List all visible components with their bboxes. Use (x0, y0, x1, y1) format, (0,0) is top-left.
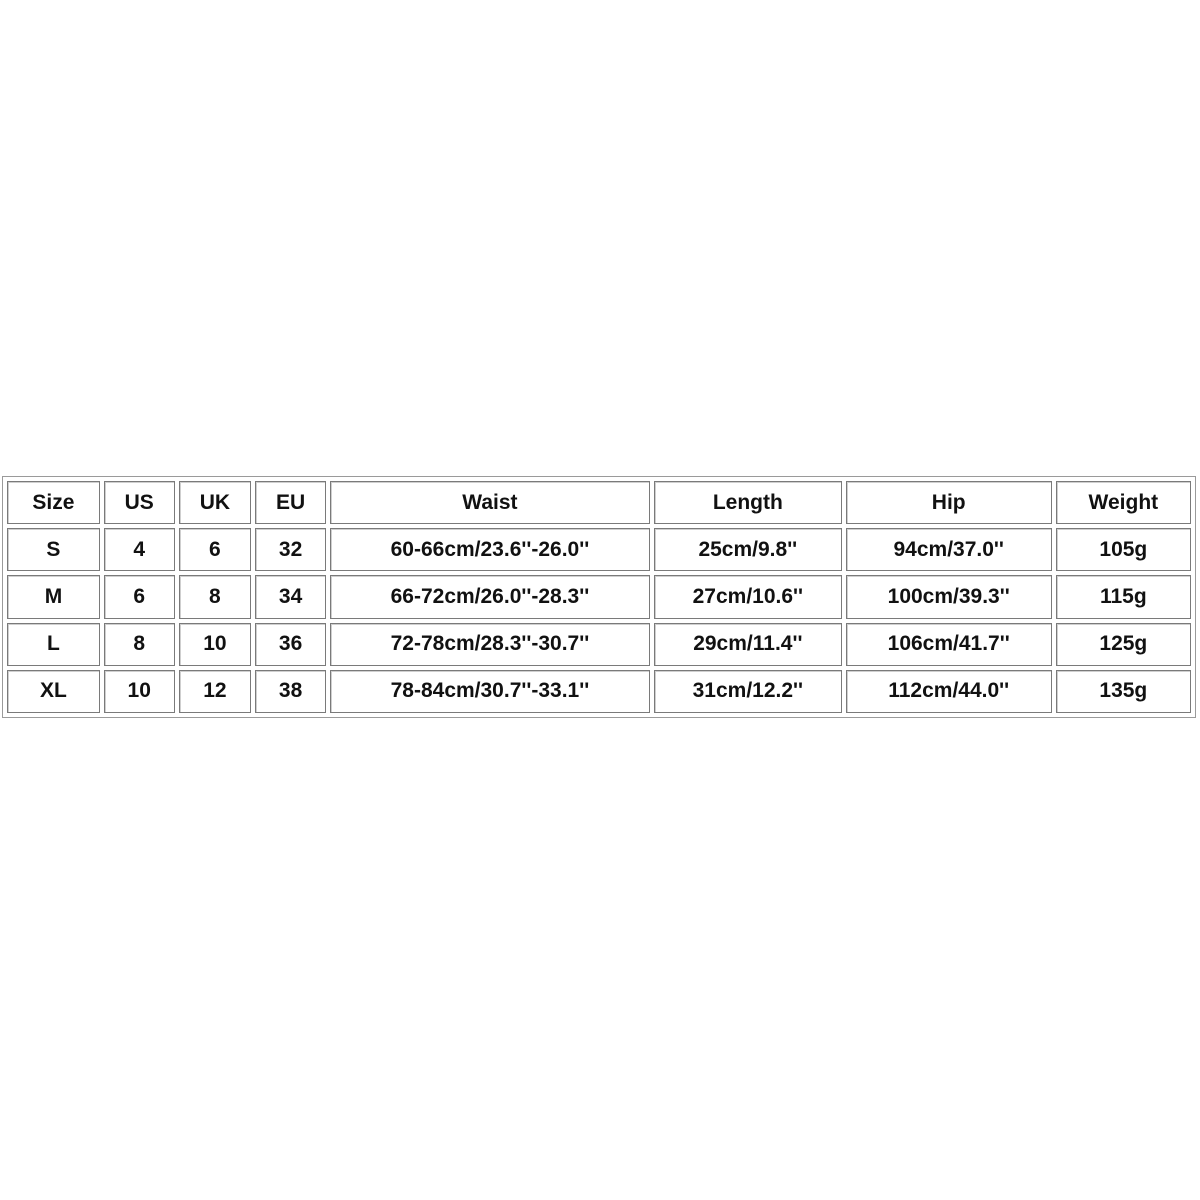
cell-weight: 125g (1056, 623, 1191, 666)
cell-us: 4 (104, 528, 175, 571)
cell-uk: 8 (179, 575, 252, 618)
header-weight: Weight (1056, 481, 1191, 524)
cell-weight: 115g (1056, 575, 1191, 618)
table-row (7, 528, 1191, 571)
cell-us: 6 (104, 575, 175, 618)
cell-size: L (7, 623, 100, 666)
cell-eu: 34 (255, 575, 326, 618)
cell-size: S (7, 528, 100, 571)
cell-us: 8 (104, 623, 175, 666)
cell-eu: 36 (255, 623, 326, 666)
cell-weight: 105g (1056, 528, 1191, 571)
cell-length: 29cm/11.4'' (654, 623, 842, 666)
cell-waist: 60-66cm/23.6''-26.0'' (330, 528, 650, 571)
header-length: Length (654, 481, 842, 524)
cell-length: 25cm/9.8'' (654, 528, 842, 571)
cell-hip: 106cm/41.7'' (846, 623, 1052, 666)
table-row (7, 623, 1191, 666)
cell-size: M (7, 575, 100, 618)
cell-hip: 112cm/44.0'' (846, 670, 1052, 713)
header-eu: EU (255, 481, 326, 524)
table-row (7, 575, 1191, 618)
cell-length: 27cm/10.6'' (654, 575, 842, 618)
cell-uk: 10 (179, 623, 252, 666)
table-row (7, 670, 1191, 713)
cell-waist: 66-72cm/26.0''-28.3'' (330, 575, 650, 618)
cell-uk: 12 (179, 670, 252, 713)
cell-size: XL (7, 670, 100, 713)
size-chart-table (2, 476, 1196, 718)
cell-hip: 94cm/37.0'' (846, 528, 1052, 571)
header-hip: Hip (846, 481, 1052, 524)
header-us: US (104, 481, 175, 524)
cell-length: 31cm/12.2'' (654, 670, 842, 713)
cell-waist: 72-78cm/28.3''-30.7'' (330, 623, 650, 666)
cell-weight: 135g (1056, 670, 1191, 713)
cell-waist: 78-84cm/30.7''-33.1'' (330, 670, 650, 713)
cell-eu: 38 (255, 670, 326, 713)
cell-uk: 6 (179, 528, 252, 571)
cell-eu: 32 (255, 528, 326, 571)
header-size: Size (7, 481, 100, 524)
cell-hip: 100cm/39.3'' (846, 575, 1052, 618)
cell-us: 10 (104, 670, 175, 713)
header-waist: Waist (330, 481, 650, 524)
header-uk: UK (179, 481, 252, 524)
header-row (7, 481, 1191, 524)
